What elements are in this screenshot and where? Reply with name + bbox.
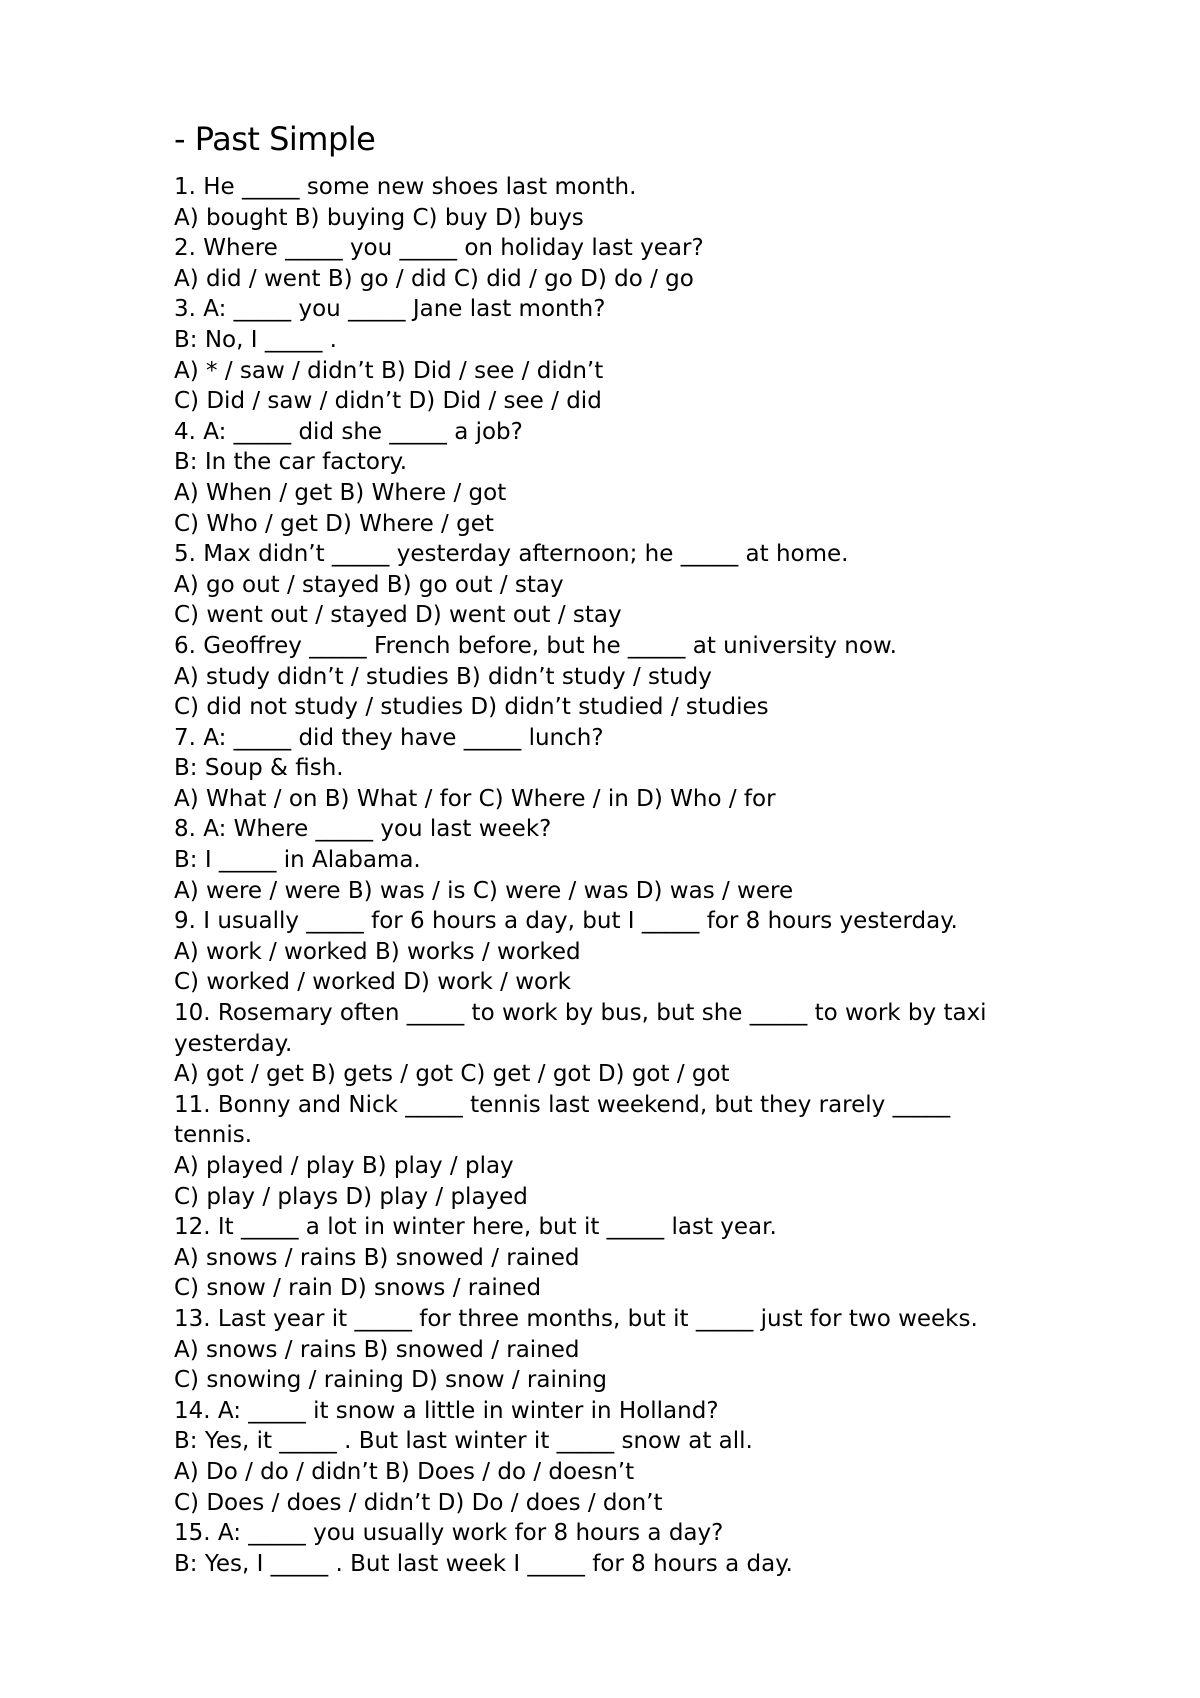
text-line: C) went out / stayed D) went out / stay bbox=[174, 602, 622, 629]
text-line: A) got / get B) gets / got C) get / got D) got / got bbox=[174, 1061, 730, 1088]
text-line: 12. It _____ a lot in winter here, but it _____ last year. bbox=[174, 1214, 777, 1241]
text-line: A) snows / rains B) snowed / rained bbox=[174, 1244, 580, 1271]
text-line: yesterday. bbox=[174, 1030, 293, 1057]
text-line: A) played / play B) play / play bbox=[174, 1153, 514, 1179]
text-line: C) play / plays D) play / played bbox=[174, 1183, 528, 1210]
text-line: 11. Bonny and Nick _____ tennis last weekend, but they rarely _____ bbox=[174, 1091, 951, 1118]
text-line: 7. A: _____ did they have _____ lunch? bbox=[174, 724, 604, 751]
text-line: 5. Max didn’t _____ yesterday afternoon; he _____ at home. bbox=[174, 541, 849, 568]
page-title: - Past Simple bbox=[174, 120, 376, 158]
text-line: A) study didn’t / studies B) didn’t study / study bbox=[174, 663, 712, 690]
text-line: A) go out / stayed B) go out / stay bbox=[174, 571, 564, 598]
question-list bbox=[174, 172, 1074, 1579]
text-line: C) did not study / studies D) didn’t studied / studies bbox=[174, 694, 769, 721]
text-line: A) Do / do / didn’t B) Does / do / doesn’t bbox=[174, 1458, 635, 1485]
text-line: 4. A: _____ did she _____ a job? bbox=[174, 418, 523, 445]
text-line: 9. I usually _____ for 6 hours a day, but I _____ for 8 hours yesterday. bbox=[174, 908, 958, 935]
text-line: A) When / get B) Where / got bbox=[174, 479, 507, 506]
text-line: B: Yes, it _____ . But last winter it _____ snow at all. bbox=[174, 1428, 753, 1455]
text-line: A) did / went B) go / did C) did / go D) do / go bbox=[174, 265, 694, 292]
text-line: B: In the car factory. bbox=[174, 449, 408, 476]
text-line: 15. A: _____ you usually work for 8 hours a day? bbox=[174, 1520, 724, 1547]
text-line: 8. A: Where _____ you last week? bbox=[174, 816, 552, 843]
text-line: tennis. bbox=[174, 1122, 253, 1149]
text-line: A) were / were B) was / is C) were / was D) was / were bbox=[174, 877, 794, 904]
text-line: A) bought B) buying C) buy D) buys bbox=[174, 204, 584, 231]
text-line: B: Soup & fish. bbox=[174, 755, 344, 782]
text-line: 13. Last year it _____ for three months, but it _____ just for two weeks. bbox=[174, 1305, 978, 1332]
text-line: C) worked / worked D) work / work bbox=[174, 969, 571, 996]
text-line: A) work / worked B) works / worked bbox=[174, 938, 581, 965]
text-line: B: I _____ in Alabama. bbox=[174, 847, 421, 874]
text-line: A) What / on B) What / for C) Where / in D) Who / for bbox=[174, 785, 776, 812]
text-line: 1. He _____ some new shoes last month. bbox=[174, 174, 637, 200]
text-line: C) Who / get D) Where / get bbox=[174, 510, 494, 537]
text-line: C) Did / saw / didn’t D) Did / see / did bbox=[174, 388, 602, 415]
text-line: 2. Where _____ you _____ on holiday last year? bbox=[174, 235, 704, 262]
text-line: B: No, I _____ . bbox=[174, 326, 337, 353]
text-line: C) Does / does / didn’t D) Do / does / don’t bbox=[174, 1489, 663, 1516]
text-line: C) snow / rain D) snows / rained bbox=[174, 1275, 542, 1302]
text-line: 10. Rosemary often _____ to work by bus, but she _____ to work by taxi bbox=[174, 1000, 987, 1027]
text-line: A) snows / rains B) snowed / rained bbox=[174, 1336, 580, 1363]
text-line: 6. Geoffrey _____ French before, but he _____ at university now. bbox=[174, 632, 897, 659]
text-line: 3. A: _____ you _____ Jane last month? bbox=[174, 296, 606, 323]
worksheet-page bbox=[174, 112, 1074, 1579]
text-line: C) snowing / raining D) snow / raining bbox=[174, 1367, 608, 1394]
text-line: 14. A: _____ it snow a little in winter in Holland? bbox=[174, 1397, 719, 1424]
text-line: B: Yes, I _____ . But last week I _____ for 8 hours a day. bbox=[174, 1550, 793, 1577]
text-line: A) * / saw / didn’t B) Did / see / didn’t bbox=[174, 357, 604, 384]
